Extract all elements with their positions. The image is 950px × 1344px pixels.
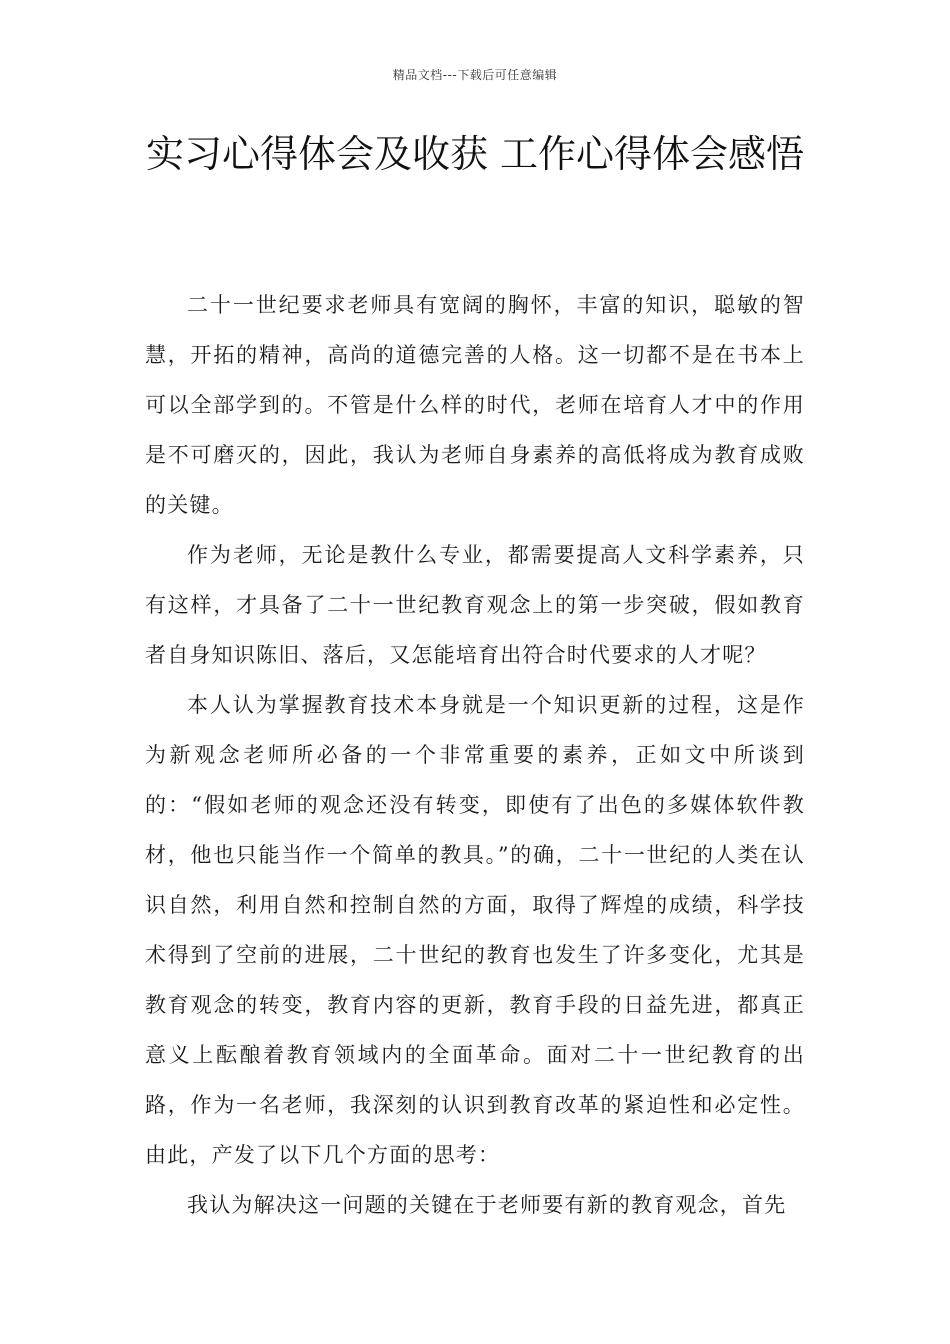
paragraph-4: 我认为解决这一问题的关键在于老师要有新的教育观念，首先	[187, 1193, 787, 1217]
document-body	[145, 280, 805, 1230]
header-note: 精品文档---下载后可任意编辑	[392, 68, 558, 82]
paragraph-2: 作为老师，无论是教什么专业，都需要提高人文科学素养，只有这样，才具备了二十一世纪教育观念上的第一步突破，假如教育者自身知识陈旧、落后，又怎能培育出符合时代要求的人才呢？	[145, 543, 805, 667]
paragraph-3: 本人认为掌握教育技术本身就是一个知识更新的过程，这是作为新观念老师所必备的一个非常重要的素养，正如文中所谈到的：“假如老师的观念还没有转变，即使有了出色的多媒体软件教材，他也只能当作一个简单的教具。”的确，二十一世纪的人类在认识自然，利用自然和控制自然的方面，取得了辉煌的成绩，科学技术得到了空前的进展，二十世纪的教育也发生了许多变化，尤其是教育观念的转变，教育内容的更新，教育手段的日益先进，都真正意义上酝酿着教育领域内的全面革命。面对二十一世纪教育的出路，作为一名老师，我深刻的认识到教育改革的紧迫性和必定性。由此，产发了以下几个方面的思考：	[145, 693, 805, 1167]
document-title: 实习心得体会及收获 工作心得体会感悟	[145, 132, 805, 176]
paragraph-1: 二十一世纪要求老师具有宽阔的胸怀，丰富的知识，聪敏的智慧，开拓的精神，高尚的道德完善的人格。这一切都不是在书本上可以全部学到的。不管是什么样的时代，老师在培育人才中的作用是不可磨灭的，因此，我认为老师自身素养的高低将成为教育成败的关键。	[145, 293, 805, 517]
